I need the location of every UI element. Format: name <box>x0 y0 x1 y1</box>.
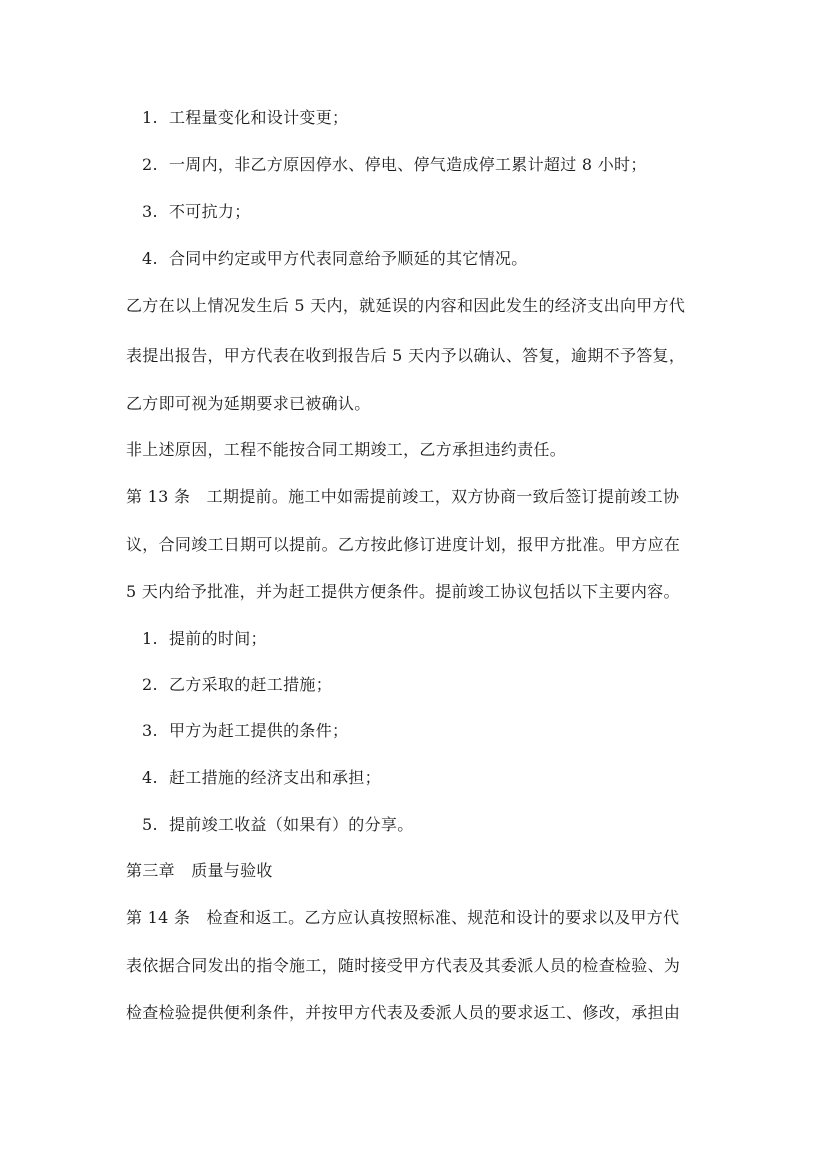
list-number: 5. <box>142 815 158 834</box>
list-number: 3. <box>142 202 158 221</box>
article-14-line: 检查检验提供便利条件，并按甲方代表及委派人员的要求返工、修改，承担由 <box>126 1003 681 1022</box>
list-item <box>142 628 267 650</box>
article-13-line: 5 天内给予批准，并为赶工提供方便条件。提前竣工协议包括以下主要内容。 <box>126 582 680 601</box>
list-item <box>142 814 414 836</box>
list-text: 工程量变化和设计变更； <box>169 108 349 127</box>
list-number: 2. <box>142 155 158 174</box>
article-14-line: 表依据合同发出的指令施工，随时接受甲方代表及其委派人员的检查检验、为 <box>126 956 681 975</box>
article-13-line: 第 13 条 工期提前。施工中如需提前竣工，双方协商一致后签订提前竣工协 <box>126 487 680 506</box>
chapter-heading: 第三章 质量与验收 <box>126 861 273 880</box>
list-item <box>142 107 348 129</box>
list-text: 赶工措施的经济支出和承担； <box>169 768 381 787</box>
paragraph-line: 乙方在以上情况发生后 5 天内，就延误的内容和因此发生的经济支出向甲方代 <box>126 296 686 315</box>
paragraph-line: 乙方即可视为延期要求已被确认。 <box>126 394 371 413</box>
list-text: 乙方采取的赶工措施； <box>169 675 333 694</box>
list-number: 2. <box>142 675 158 694</box>
list-text: 一周内，非乙方原因停水、停电、停气造成停工累计超过 8 小时； <box>169 155 647 174</box>
article-14-line: 第 14 条 检查和返工。乙方应认真按照标准、规范和设计的要求以及甲方代 <box>126 908 680 927</box>
list-number: 3. <box>142 721 158 740</box>
list-item <box>142 674 332 696</box>
list-text: 甲方为赶工提供的条件； <box>169 721 349 740</box>
paragraph-line: 非上述原因，工程不能按合同工期竣工，乙方承担违约责任。 <box>126 440 567 459</box>
list-text: 提前的时间； <box>169 629 267 648</box>
list-item <box>142 767 381 789</box>
list-number: 4. <box>142 768 158 787</box>
list-number: 4. <box>142 249 158 268</box>
list-text: 提前竣工收益（如果有）的分享。 <box>169 815 414 834</box>
list-number: 1. <box>142 629 158 648</box>
list-item <box>142 201 251 223</box>
list-item <box>142 248 528 270</box>
list-item <box>142 720 348 742</box>
list-item <box>142 154 647 176</box>
paragraph-line: 表提出报告，甲方代表在收到报告后 5 天内予以确认、答复，逾期不予答复， <box>126 346 686 365</box>
article-13-line: 议，合同竣工日期可以提前。乙方按此修订进度计划，报甲方批准。甲方应在 <box>126 535 681 554</box>
list-text: 不可抗力； <box>169 202 251 221</box>
list-number: 1. <box>142 108 158 127</box>
list-text: 合同中约定或甲方代表同意给予顺延的其它情况。 <box>169 249 528 268</box>
